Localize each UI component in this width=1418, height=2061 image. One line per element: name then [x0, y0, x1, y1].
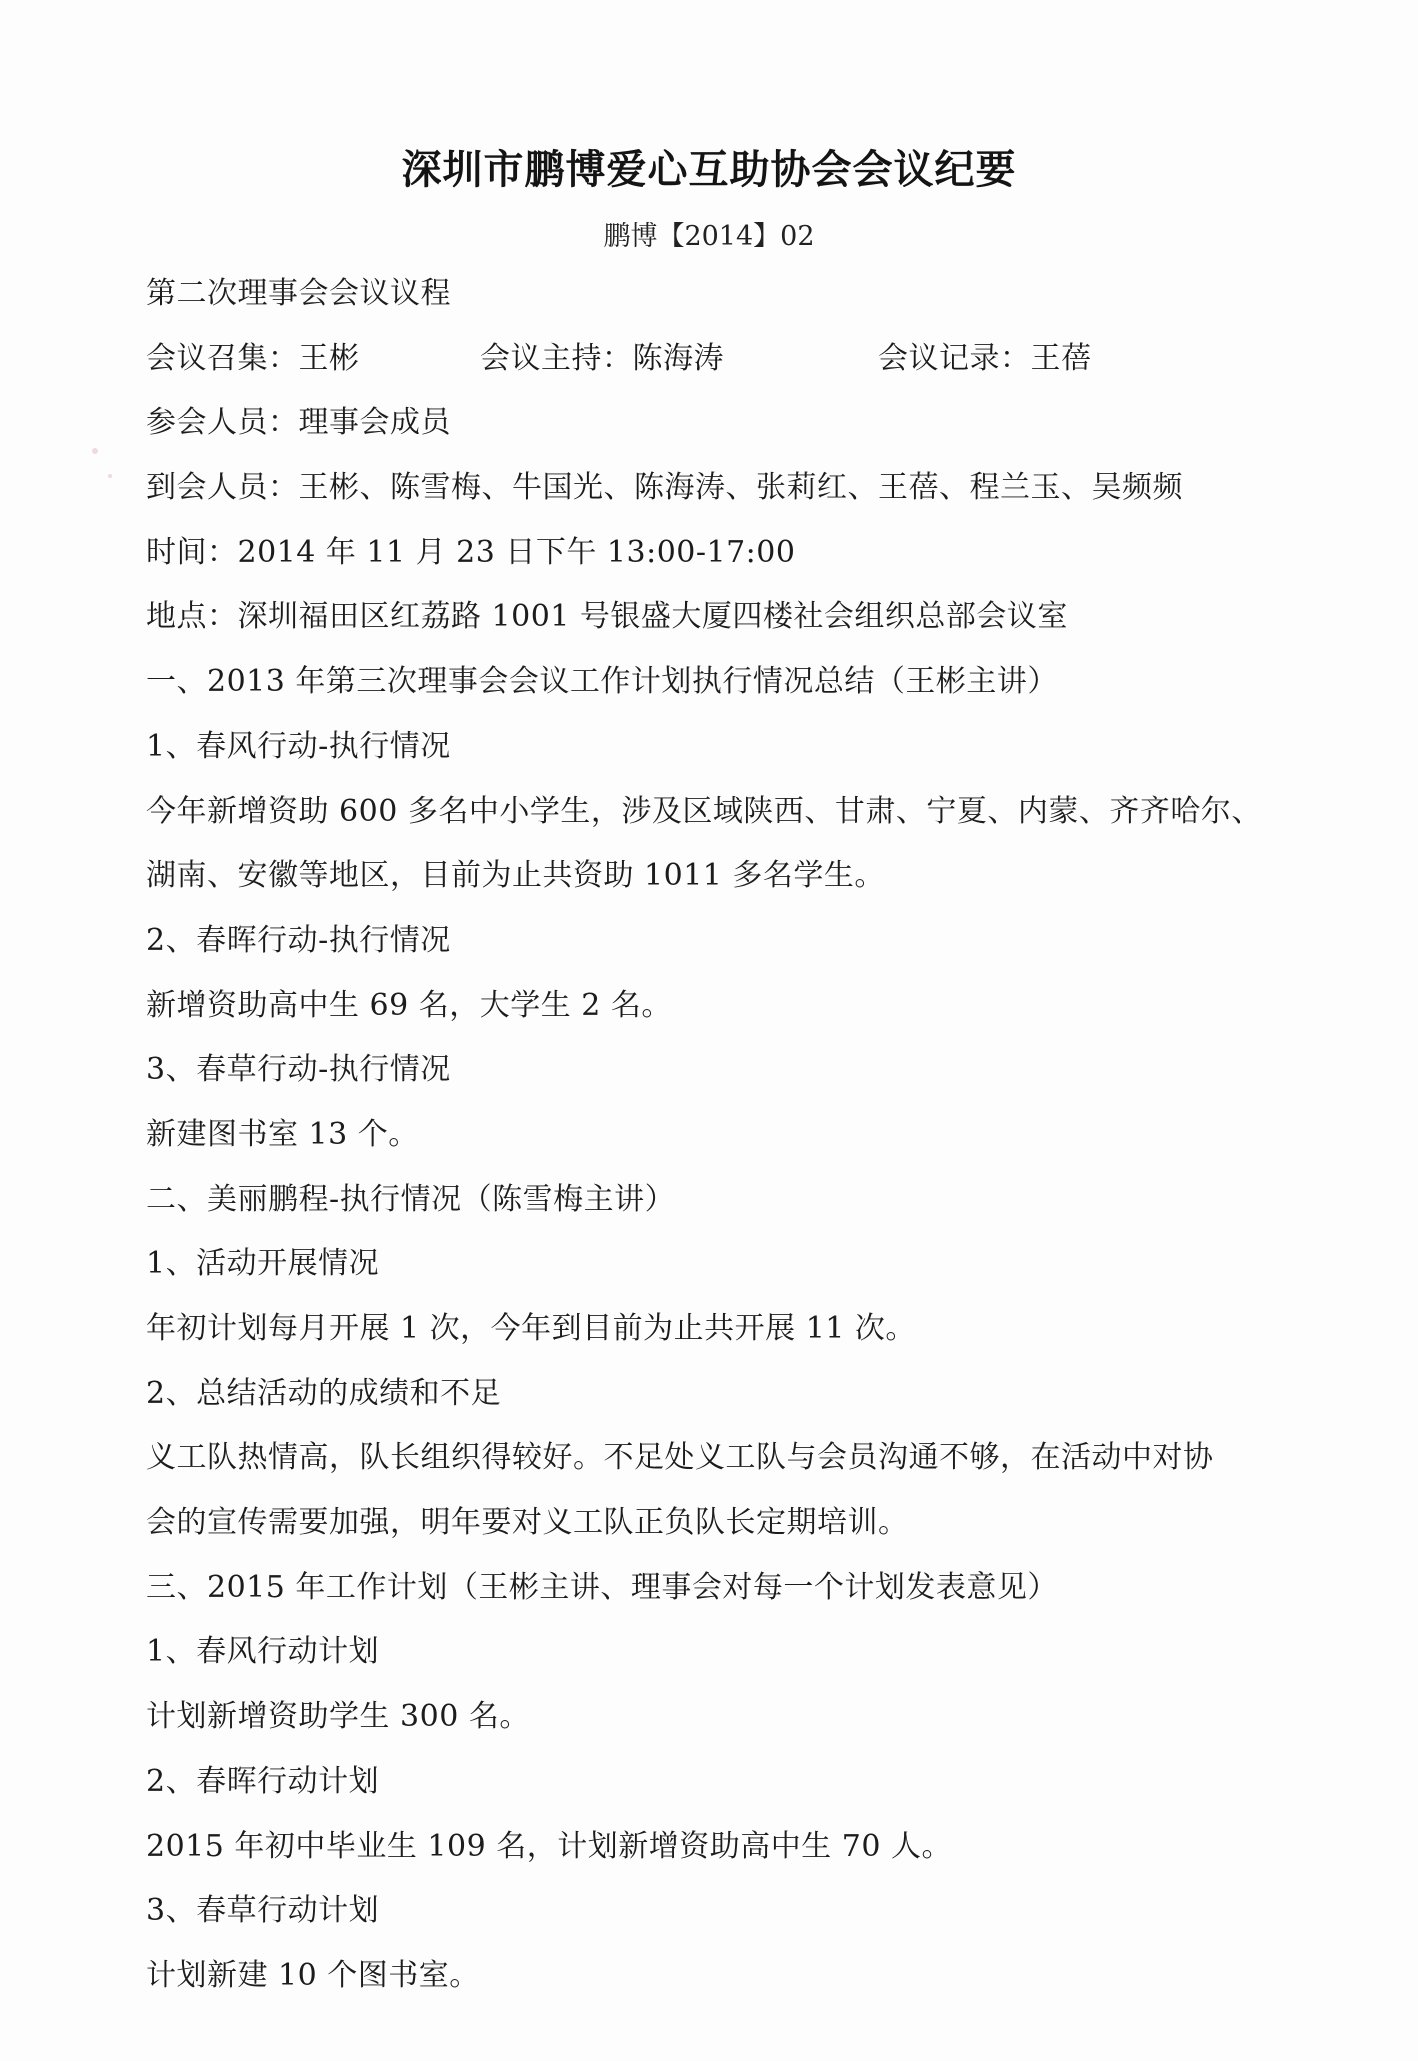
paragraph-line: 新建图书室 13 个。: [146, 1116, 419, 1152]
paragraph-line: 计划新增资助学生 300 名。: [146, 1699, 530, 1735]
item-heading: 2、春晖行动-执行情况: [146, 922, 451, 958]
item-heading: 2、总结活动的成绩和不足: [146, 1375, 502, 1411]
document-body: [146, 262, 1326, 2009]
paragraph-line: 会的宣传需要加强，明年要对义工队正负队长定期培训。: [146, 1505, 909, 1541]
item-heading: 1、活动开展情况: [146, 1246, 380, 1282]
document-title: 深圳市鹏博爱心互助协会会议纪要: [401, 147, 1017, 193]
document-number: 鹏博【2014】02: [603, 221, 815, 252]
section-heading: 二、美丽鹏程-执行情况（陈雪梅主讲）: [146, 1181, 676, 1217]
paragraph-line: 今年新增资助 600 多名中小学生，涉及区域陕西、甘肃、宁夏、内蒙、齐齐哈尔、: [146, 793, 1262, 829]
paragraph-line: 2015 年初中毕业生 109 名，计划新增资助高中生 70 人。: [146, 1828, 952, 1864]
meeting-time: 时间：2014 年 11 月 23 日下午 13:00-17:00: [146, 534, 796, 570]
item-heading: 3、春草行动-执行情况: [146, 1052, 451, 1088]
scan-speck: [92, 448, 98, 454]
meeting-convener: 会议召集：王彬: [146, 340, 360, 376]
meeting-location: 地点：深圳福田区红荔路 1001 号银盛大厦四楼社会组织总部会议室: [146, 599, 1068, 635]
paragraph-line: 湖南、安徽等地区，目前为止共资助 1011 多名学生。: [146, 858, 885, 894]
paragraph-line: 义工队热情高，队长组织得较好。不足处义工队与会员沟通不够，在活动中对协: [146, 1440, 1214, 1476]
meeting-attendees: 到会人员：王彬、陈雪梅、牛国光、陈海涛、张莉红、王蓓、程兰玉、吴频频: [146, 470, 1183, 506]
item-heading: 1、春风行动-执行情况: [146, 728, 451, 764]
item-heading: 3、春草行动计划: [146, 1893, 380, 1929]
meeting-subject: 第二次理事会会议议程: [146, 276, 451, 311]
meeting-roles: [146, 327, 1326, 392]
meeting-host: 会议主持：陈海涛: [480, 340, 724, 376]
paragraph-line: 新增资助高中生 69 名，大学生 2 名。: [146, 987, 672, 1023]
scan-speck: [108, 474, 112, 478]
paragraph-line: 计划新建 10 个图书室。: [146, 1957, 480, 1993]
item-heading: 1、春风行动计划: [146, 1634, 380, 1670]
meeting-participants: 参会人员：理事会成员: [146, 405, 451, 441]
section-heading: 一、2013 年第三次理事会会议工作计划执行情况总结（王彬主讲）: [146, 664, 1058, 700]
paragraph-line: 年初计划每月开展 1 次，今年到目前为止共开展 11 次。: [146, 1311, 916, 1346]
section-heading: 三、2015 年工作计划（王彬主讲、理事会对每一个计划发表意见）: [146, 1569, 1058, 1605]
meeting-recorder: 会议记录：王蓓: [878, 340, 1092, 376]
item-heading: 2、春晖行动计划: [146, 1763, 380, 1799]
